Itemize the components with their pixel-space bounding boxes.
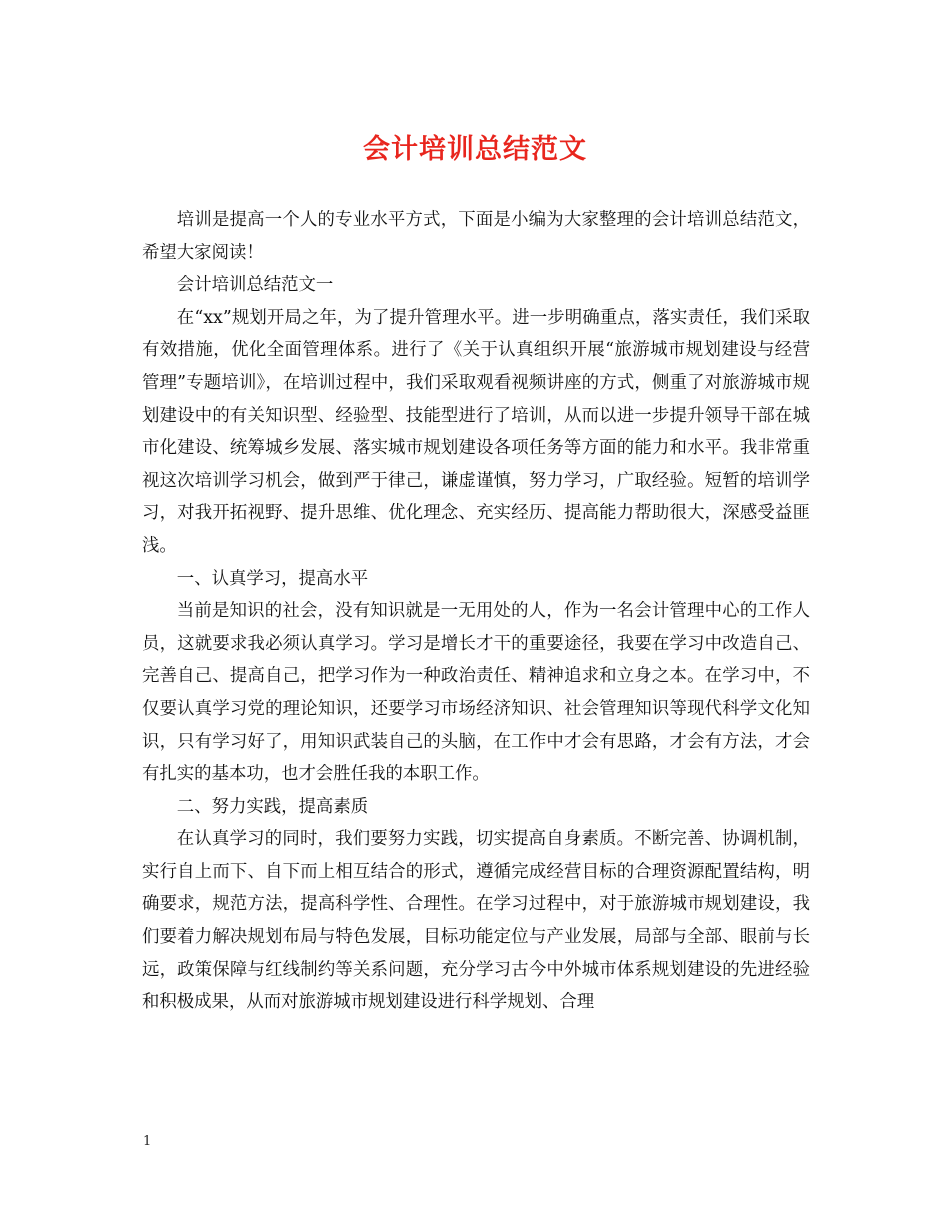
body-paragraph: 在认真学习的同时，我们要努力实践，切实提高自身素质。不断完善、协调机制，实行自上而下、自下而上相互结合的形式，遵循完成经营目标的合理资源配置结构，明确要求，规范方法，提高科学性、合理性。在学习过程中，对于旅游城市规划建设，我们要着力解决规划布局与特色发展，目标功能定位与产业发展，局部与全部、眼前与长远，政策保障与红线制约等关系问题，充分学习古今中外城市体系规划建设的先进经验和积极成果，从而对旅游城市规划建设进行科学规划、合理 <box>142 829 810 1013</box>
body-paragraph: 当前是知识的社会，没有知识就是一无用处的人，作为一名会计管理中心的工作人员，这就要求我必须认真学习。学习是增长才干的重要途径，我要在学习中改造自己、完善自己、提高自己，把学习作为一种政治责任、精神追求和立身之本。在学习中，不仅要认真学习党的理论知识，还要学习市场经济知识、社会管理知识等现代科学文化知识，只有学习好了，用知识武装自己的头脑，在工作中才会有思路，才会有方法，才会有扎实的基本功，也才会胜任我的本职工作。 <box>142 601 810 785</box>
section-heading: 会计培训总结范文一 <box>176 275 334 296</box>
body-paragraph: 在“xx”规划开局之年，为了提升管理水平。进一步明确重点，落实责任，我们采取有效措施，优化全面管理体系。进行了《关于认真组织开展“旅游城市规划建设与经营管理”专题培训》，在培训过程中，我们采取观看视频讲座的方式，侧重了对旅游城市规划建设中的有关知识型、经验型、技能型进行了培训，从而以进一步提升领导干部在城市化建设、统筹城乡发展、落实城市规划建设各项任务等方面的能力和水平。我非常重视这次培训学习机会，做到严于律己，谦虚谨慎，努力学习，广取经验。短暂的培训学习，对我开拓视野、提升思维、优化理念、充实经历、提高能力帮助很大，深感受益匪浅。 <box>142 307 810 556</box>
section-heading: 一、认真学习，提高水平 <box>176 568 369 589</box>
intro-paragraph: 培训是提高一个人的专业水平方式，下面是小编为大家整理的会计培训总结范文，希望大家阅读！ <box>142 210 810 263</box>
section-heading: 二、努力实践，提高素质 <box>176 796 369 817</box>
document-body <box>142 204 810 1019</box>
document-title: 会计培训总结范文 <box>363 134 587 165</box>
page-number: 1 <box>143 1134 152 1149</box>
